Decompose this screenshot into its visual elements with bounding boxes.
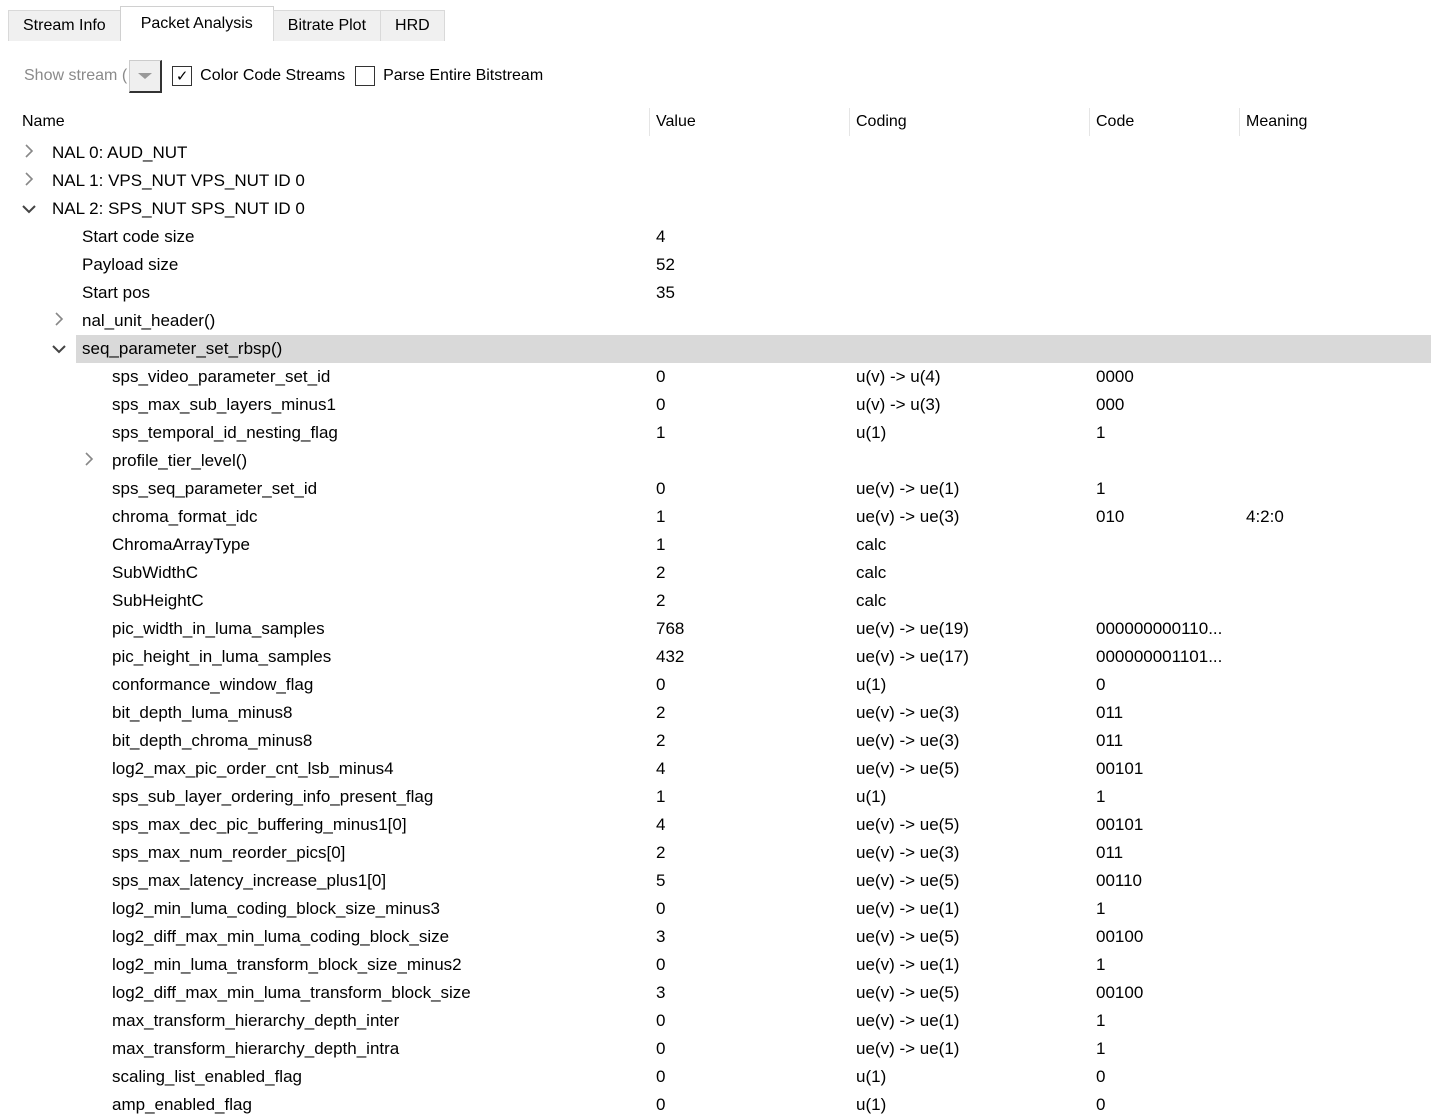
row-name: pic_height_in_luma_samples	[112, 647, 332, 666]
tree-row[interactable]	[0, 839, 1431, 867]
row-coding: u(1)	[856, 787, 887, 806]
tab-bar	[8, 7, 444, 41]
row-name: sps_seq_parameter_set_id	[112, 479, 318, 498]
row-name: max_transform_hierarchy_depth_intra	[112, 1039, 400, 1058]
tree-row[interactable]	[0, 335, 1431, 363]
row-coding: ue(v) -> ue(5)	[856, 871, 960, 890]
tree-row[interactable]	[0, 447, 1431, 475]
tree-row[interactable]	[0, 895, 1431, 923]
row-name: sps_max_latency_increase_plus1[0]	[112, 871, 387, 890]
row-name: NAL 1: VPS_NUT VPS_NUT ID 0	[52, 171, 305, 190]
row-value: 432	[656, 647, 685, 666]
row-value: 2	[656, 731, 666, 750]
row-name: Payload size	[82, 255, 179, 274]
row-code: 00101	[1096, 815, 1144, 834]
column-header	[0, 108, 1431, 136]
row-code: 1	[1096, 423, 1106, 442]
chevron-right-icon[interactable]	[22, 167, 36, 195]
row-meaning: 4:2:0	[1246, 507, 1284, 526]
tree-row[interactable]	[0, 223, 1431, 251]
row-value: 4	[656, 227, 666, 246]
row-coding: ue(v) -> ue(5)	[856, 927, 960, 946]
row-code: 011	[1096, 843, 1124, 862]
row-value: 0	[656, 1095, 666, 1114]
row-code: 1	[1096, 1039, 1106, 1058]
row-name: sps_max_num_reorder_pics[0]	[112, 843, 346, 862]
row-name: log2_min_luma_coding_block_size_minus3	[112, 899, 440, 918]
row-coding: ue(v) -> ue(1)	[856, 955, 960, 974]
tree-row[interactable]	[0, 951, 1431, 979]
row-code: 1	[1096, 955, 1106, 974]
row-name: SubHeightC	[112, 591, 204, 610]
row-name: SubWidthC	[112, 563, 198, 582]
row-code: 0	[1096, 1067, 1106, 1086]
row-name: sps_video_parameter_set_id	[112, 367, 331, 386]
row-name: scaling_list_enabled_flag	[112, 1067, 302, 1086]
row-value: 3	[656, 983, 666, 1002]
tree-row[interactable]	[0, 251, 1431, 279]
row-name: conformance_window_flag	[112, 675, 314, 694]
row-value: 0	[656, 899, 666, 918]
row-code: 00100	[1096, 927, 1144, 946]
row-value: 52	[656, 255, 675, 274]
row-name: log2_diff_max_min_luma_coding_block_size	[112, 927, 450, 946]
show-stream-label: Show stream (	[24, 67, 128, 84]
row-value: 5	[656, 871, 666, 890]
row-value: 1	[656, 787, 666, 806]
row-coding: u(1)	[856, 675, 887, 694]
row-coding: u(1)	[856, 423, 887, 442]
row-coding: calc	[856, 563, 887, 582]
row-code: 0	[1096, 675, 1106, 694]
row-name: Start code size	[82, 227, 195, 246]
row-coding: ue(v) -> ue(5)	[856, 983, 960, 1002]
row-code: 1	[1096, 787, 1106, 806]
tree-row[interactable]	[0, 643, 1431, 671]
packet-tree[interactable]	[0, 139, 1431, 1114]
chevron-right-icon[interactable]	[22, 139, 36, 167]
row-name: bit_depth_chroma_minus8	[112, 731, 313, 750]
chevron-down-icon[interactable]	[22, 195, 36, 223]
row-value: 2	[656, 591, 666, 610]
tree-row[interactable]	[0, 783, 1431, 811]
tree-row[interactable]	[0, 811, 1431, 839]
row-name: Start pos	[82, 283, 151, 302]
row-name: sps_max_sub_layers_minus1	[112, 395, 336, 414]
row-name: bit_depth_luma_minus8	[112, 703, 293, 722]
tree-row[interactable]	[0, 307, 1431, 335]
row-coding: u(1)	[856, 1067, 887, 1086]
row-value: 768	[656, 619, 685, 638]
row-name: NAL 2: SPS_NUT SPS_NUT ID 0	[52, 199, 305, 218]
tree-row[interactable]	[0, 167, 1431, 195]
row-value: 2	[656, 843, 666, 862]
row-name: log2_min_luma_transform_block_size_minus2	[112, 955, 462, 974]
row-coding: calc	[856, 535, 887, 554]
row-value: 2	[656, 703, 666, 722]
row-coding: u(v) -> u(3)	[856, 395, 941, 414]
tab-bitrate-plot[interactable]: Bitrate Plot	[273, 10, 381, 41]
chevron-down-icon[interactable]	[52, 335, 66, 363]
row-code: 1	[1096, 1011, 1106, 1030]
row-name: seq_parameter_set_rbsp()	[82, 339, 283, 358]
col-value[interactable]: Value	[650, 108, 850, 136]
row-value: 0	[656, 675, 666, 694]
row-code: 00100	[1096, 983, 1144, 1002]
row-name: chroma_format_idc	[112, 507, 258, 526]
tree-row[interactable]	[0, 1007, 1431, 1035]
row-value: 1	[656, 507, 666, 526]
tree-row[interactable]	[0, 503, 1431, 531]
row-name: sps_max_dec_pic_buffering_minus1[0]	[112, 815, 407, 834]
row-value: 4	[656, 759, 666, 778]
row-value: 0	[656, 1011, 666, 1030]
row-value: 1	[656, 535, 666, 554]
tree-row[interactable]	[0, 1035, 1431, 1063]
row-name: nal_unit_header()	[82, 311, 216, 330]
row-name: max_transform_hierarchy_depth_inter	[112, 1011, 400, 1030]
tab-hrd[interactable]: HRD	[380, 10, 445, 41]
row-value: 2	[656, 563, 666, 582]
row-code: 1	[1096, 899, 1106, 918]
row-coding: ue(v) -> ue(1)	[856, 899, 960, 918]
tab-stream-info[interactable]: Stream Info	[8, 10, 121, 41]
col-name[interactable]: Name	[16, 108, 650, 136]
row-name: ChromaArrayType	[112, 535, 250, 554]
row-code: 011	[1096, 731, 1124, 750]
tree-row[interactable]	[0, 363, 1431, 391]
color-code-checkbox[interactable]: ✓	[172, 66, 192, 86]
row-name: log2_max_pic_order_cnt_lsb_minus4	[112, 759, 394, 778]
row-name: sps_sub_layer_ordering_info_present_flag	[112, 787, 434, 806]
row-coding: ue(v) -> ue(1)	[856, 1011, 960, 1030]
row-coding: ue(v) -> ue(3)	[856, 507, 960, 526]
tree-row[interactable]	[0, 279, 1431, 307]
col-coding[interactable]: Coding	[850, 108, 1090, 136]
row-code: 00101	[1096, 759, 1144, 778]
row-coding: ue(v) -> ue(3)	[856, 703, 960, 722]
show-stream-dropdown[interactable]	[129, 60, 162, 93]
row-code: 000000001101...	[1096, 647, 1223, 666]
tree-row[interactable]	[0, 559, 1431, 587]
row-coding: ue(v) -> ue(1)	[856, 479, 960, 498]
tree-row[interactable]	[0, 923, 1431, 951]
row-name: pic_width_in_luma_samples	[112, 619, 325, 638]
toolbar	[24, 60, 543, 92]
row-value: 0	[656, 395, 666, 414]
tree-row[interactable]	[0, 615, 1431, 643]
tree-row[interactable]	[0, 531, 1431, 559]
row-code: 0	[1096, 1095, 1106, 1114]
row-value: 3	[656, 927, 666, 946]
row-coding: ue(v) -> ue(1)	[856, 1039, 960, 1058]
row-code: 010	[1096, 507, 1125, 526]
color-code-label[interactable]: Color Code Streams	[200, 67, 346, 84]
row-coding: ue(v) -> ue(19)	[856, 619, 969, 638]
row-value: 0	[656, 479, 666, 498]
row-value: 0	[656, 367, 666, 386]
row-coding: ue(v) -> ue(17)	[856, 647, 969, 666]
row-code: 1	[1096, 479, 1106, 498]
tree-row[interactable]	[0, 139, 1431, 167]
col-code[interactable]: Code	[1090, 108, 1240, 136]
row-coding: ue(v) -> ue(5)	[856, 815, 960, 834]
row-code: 00110	[1096, 871, 1143, 890]
chevron-down-icon	[138, 73, 152, 79]
tree-row[interactable]	[0, 979, 1431, 1007]
col-meaning[interactable]: Meaning	[1246, 113, 1308, 130]
tab-packet-analysis[interactable]: Packet Analysis	[120, 6, 274, 41]
tree-row[interactable]	[0, 755, 1431, 783]
chevron-right-icon[interactable]	[82, 447, 96, 475]
row-value: 0	[656, 1039, 666, 1058]
tree-row[interactable]	[0, 1091, 1431, 1119]
row-value: 0	[656, 955, 666, 974]
tree-row[interactable]	[0, 475, 1431, 503]
row-coding: u(v) -> u(4)	[856, 367, 941, 386]
tree-row[interactable]	[0, 195, 1431, 223]
row-coding: u(1)	[856, 1095, 887, 1114]
row-coding: ue(v) -> ue(5)	[856, 759, 960, 778]
row-value: 1	[656, 423, 666, 442]
row-coding: ue(v) -> ue(3)	[856, 731, 960, 750]
row-value: 4	[656, 815, 666, 834]
row-value: 0	[656, 1067, 666, 1086]
tree-row[interactable]	[0, 867, 1431, 895]
tree-row[interactable]	[0, 699, 1431, 727]
tree-row[interactable]	[0, 727, 1431, 755]
row-code: 011	[1096, 703, 1124, 722]
tree-row[interactable]	[0, 587, 1431, 615]
row-coding: ue(v) -> ue(3)	[856, 843, 960, 862]
row-name: profile_tier_level()	[112, 451, 248, 470]
row-name: NAL 0: AUD_NUT	[52, 143, 188, 162]
row-name: sps_temporal_id_nesting_flag	[112, 423, 338, 442]
chevron-right-icon[interactable]	[52, 307, 66, 335]
row-code: 000	[1096, 395, 1125, 414]
row-coding: calc	[856, 591, 887, 610]
tree-row[interactable]	[0, 671, 1431, 699]
row-name: log2_diff_max_min_luma_transform_block_size	[112, 983, 471, 1002]
row-value: 35	[656, 283, 675, 302]
row-code: 0000	[1096, 367, 1134, 386]
tree-row[interactable]	[0, 391, 1431, 419]
tree-row[interactable]	[0, 419, 1431, 447]
tree-row[interactable]	[0, 1063, 1431, 1091]
row-name: amp_enabled_flag	[112, 1095, 252, 1114]
parse-entire-label[interactable]: Parse Entire Bitstream	[383, 67, 544, 84]
row-code: 000000000110...	[1096, 619, 1223, 638]
parse-entire-checkbox[interactable]	[355, 66, 375, 86]
